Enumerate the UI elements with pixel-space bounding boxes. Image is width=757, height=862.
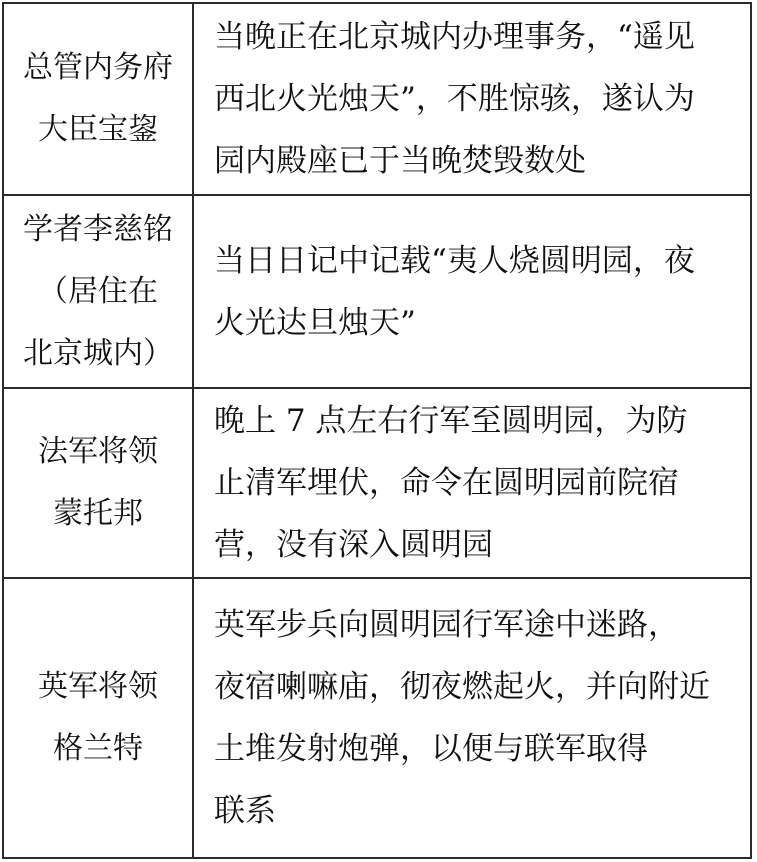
account-line: 联系 xyxy=(214,793,276,829)
account-line: 营，没有深入圆明园 xyxy=(214,527,493,563)
account-line: 园内殿座已于当晚焚毁数处 xyxy=(214,143,586,179)
person-cell xyxy=(3,388,193,578)
account-cell xyxy=(193,388,751,578)
account-line: 晚上 7 点左右行军至圆明园，为防 xyxy=(214,403,688,439)
table-row xyxy=(3,3,751,195)
person-line: 北京城内） xyxy=(23,335,173,371)
person-line: 总管内务府 xyxy=(23,50,173,85)
account-line: 止清军埋伏，命令在圆明园前院宿 xyxy=(214,465,679,501)
person-line: 大臣宝鋆 xyxy=(38,112,158,147)
account-line: 火光达旦烛天” xyxy=(214,304,416,341)
account-cell xyxy=(193,3,751,195)
account-line: 英军步兵向圆明园行军途中迷路， xyxy=(214,607,679,643)
account-line: 当日日记中记载“夷人烧圆明园，夜 xyxy=(214,242,695,279)
person-line: （居住在 xyxy=(38,273,158,309)
table-row xyxy=(3,388,751,578)
person-cell xyxy=(3,195,193,388)
person-line: 英军将领 xyxy=(38,669,158,704)
table-row xyxy=(3,578,751,858)
person-line: 蒙托邦 xyxy=(53,496,143,531)
person-cell xyxy=(3,3,193,195)
person-line: 学者李慈铭 xyxy=(23,211,173,247)
table-row xyxy=(3,195,751,388)
account-cell xyxy=(193,578,751,858)
person-cell xyxy=(3,578,193,858)
person-line: 格兰特 xyxy=(53,731,143,766)
account-line: 当晚正在北京城内办理事务，“遥见 xyxy=(214,19,695,55)
account-line: 夜宿喇嘛庙，彻夜燃起火，并向附近 xyxy=(214,669,710,705)
historical-accounts-table xyxy=(2,2,752,859)
person-line: 法军将领 xyxy=(38,434,158,469)
account-line: 西北火光烛天”，不胜惊骇，遂认为 xyxy=(214,81,695,117)
account-line: 土堆发射炮弹，以便与联军取得 xyxy=(214,731,648,767)
account-cell xyxy=(193,195,751,388)
